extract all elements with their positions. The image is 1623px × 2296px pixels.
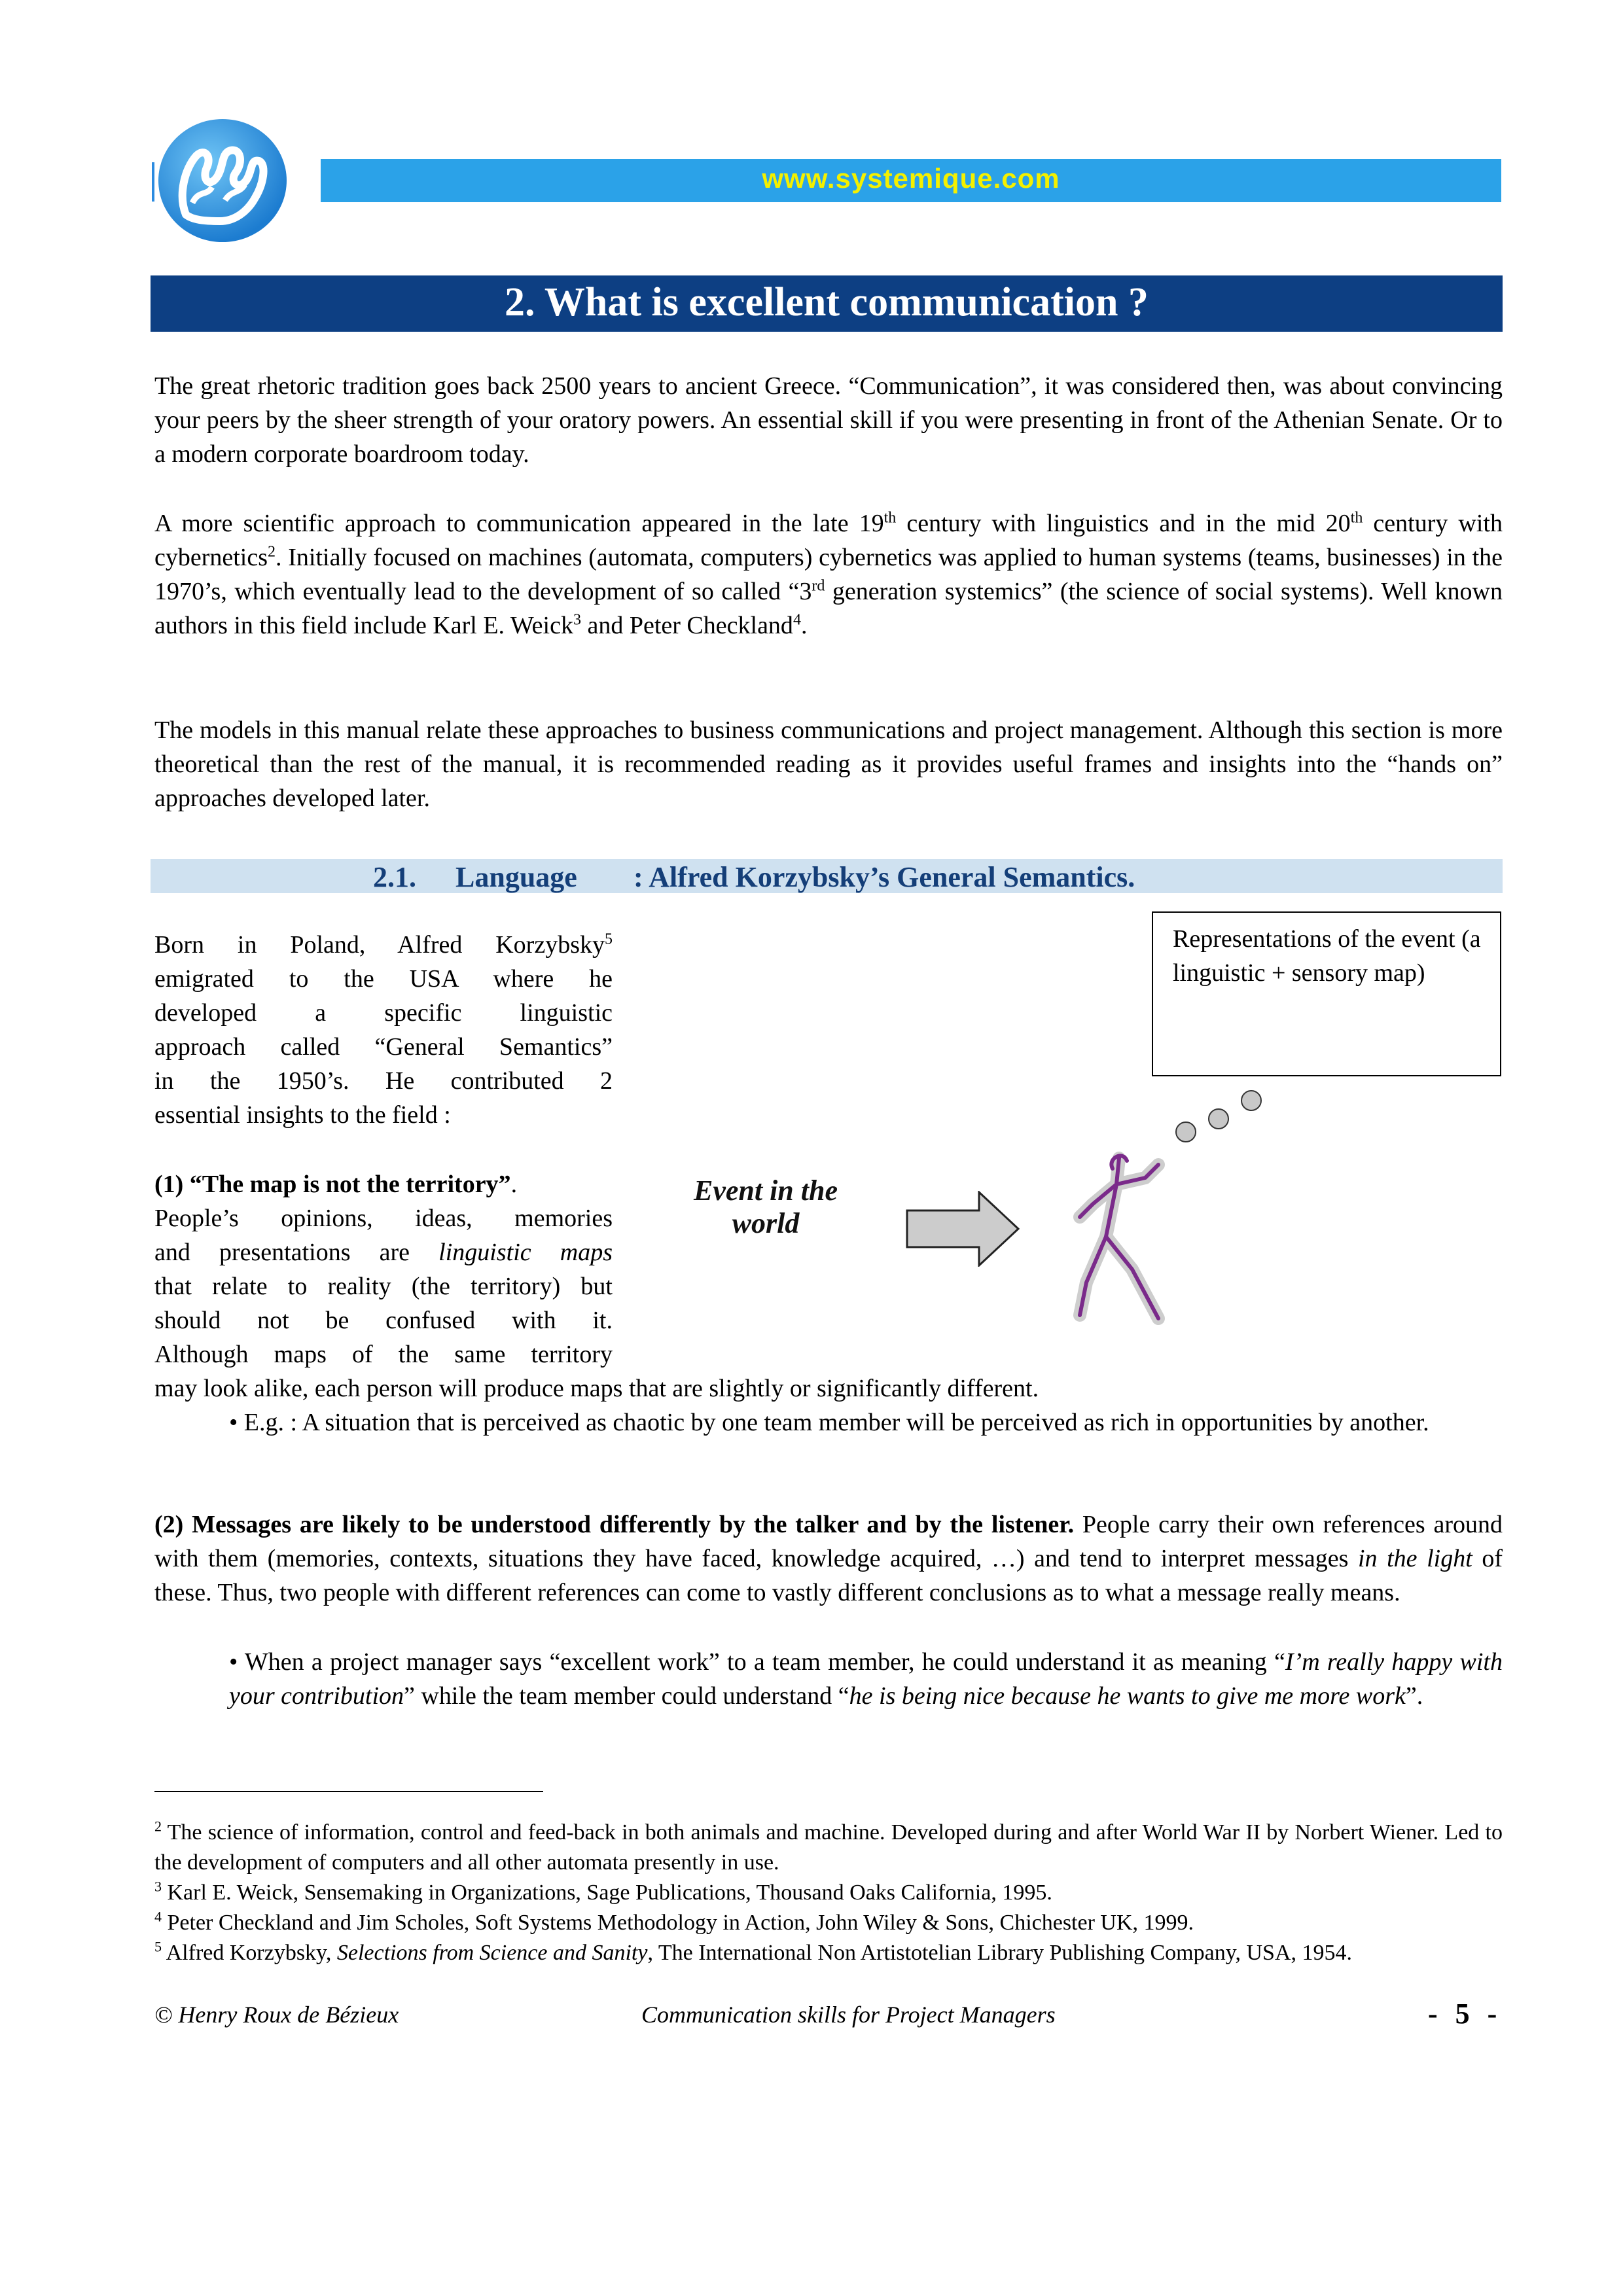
- insight-2-paragraph: (2) Messages are likely to be understood differently by the talker and by the listener. People carry their own references around with them (memories, contexts, situations they have faced, knowledge acquired, …) and tend to interpret messages in the light of these. Thus, two people with different references can come to vastly different conclusions as to what a message really means.: [154, 1511, 1503, 1606]
- text-line: essential insights to the field :: [154, 1101, 451, 1129]
- representation-label: Representations of the event (a linguistic + sensory map): [1173, 925, 1481, 987]
- insight-1-continuation: may look alike, each person will produce maps that are slightly or significantly different.: [154, 1375, 1039, 1402]
- footnote-ref[interactable]: 2: [268, 543, 276, 561]
- text-line: should not be confused with it.: [154, 1307, 613, 1334]
- footnote-3: $^3$ Karl E. Weick, Sensemaking in Organizations, Sage Publications, Thousand Oaks California, 1995.: [154, 1878, 1052, 1905]
- bullet-example-2: • When a project manager says “excellent work” to a team member, he could understand it as meaning “I’m really happy with your contribution” while the team member could understand “he is being nice because he wants to give me more work”.: [229, 1648, 1503, 1710]
- text-line: in the 1950’s. He contributed 2: [154, 1067, 613, 1095]
- korzybsky-intro-column: [154, 928, 613, 1132]
- insight-2-heading: (2) Messages are likely to be understood differently by the talker and by the listener.: [154, 1511, 1075, 1538]
- subsection-title-bar: [151, 859, 1503, 893]
- footnote-ref[interactable]: 3: [573, 611, 581, 629]
- systemique-logo: [152, 116, 291, 245]
- intro-paragraph-1: The great rhetoric tradition goes back 2500 years to ancient Greece. “Communication”, it was considered then, was about convincing your peers by the sheer strength of your oratory powers. An essential skill if you were presenting in front of the Athenian Senate. Or to a modern corporate boardroom today.: [154, 372, 1503, 468]
- text-line: People’s opinions, ideas, memories: [154, 1205, 613, 1232]
- section-title-bar: [151, 275, 1503, 332]
- footnote-divider: [154, 1791, 543, 1792]
- intro-paragraph-3: The models in this manual relate these approaches to business communications and project management. Although this section is more theoretical than the rest of the manual, it is recommended reading as it provides useful frames and insights into the “hands on” approaches developed later.: [154, 716, 1503, 812]
- page-number: - 5 -: [1428, 1998, 1503, 2030]
- thought-bubble-large: [1241, 1090, 1262, 1111]
- bullet-example-1: • E.g. : A situation that is perceived as chaotic by one team member will be perceived as rich in opportunities by another.: [229, 1409, 1429, 1436]
- text-line: developed a specific linguistic: [154, 999, 613, 1027]
- footnote-ref[interactable]: 4: [793, 611, 801, 629]
- website-link[interactable]: www.systemique.com: [762, 163, 1060, 194]
- footer-book-title: Communication skills for Project Managers: [641, 2002, 1056, 2028]
- text-line: Born in Poland, Alfred Korzybsky$^5$: [154, 930, 613, 959]
- section-title: 2. What is excellent communication ?: [505, 280, 1149, 325]
- text-line: approach called “General Semantics”: [154, 1033, 613, 1061]
- arrow-right-icon: [906, 1191, 1021, 1267]
- superscript: rd: [812, 577, 825, 595]
- superscript: th: [883, 509, 897, 527]
- person-figure-icon: [1060, 1139, 1178, 1328]
- event-label: Event in the world: [693, 1174, 838, 1239]
- footnote-2: $^2$ The science of information, control and feed-back in both animals and machine. Developed during and after World War II by Norbert Wiener. Led to the development of computers and all other automata presently in use.: [154, 1818, 1503, 1875]
- footer-author: © Henry Roux de Bézieux: [154, 2002, 399, 2028]
- representation-box: [1152, 911, 1501, 1076]
- website-banner: [321, 159, 1501, 202]
- thought-bubble-medium: [1208, 1108, 1229, 1129]
- footnote-ref[interactable]: 5: [605, 930, 613, 948]
- superscript: th: [1350, 509, 1363, 527]
- insight-1-column: [154, 1167, 613, 1371]
- text-line: and presentations are linguistic maps: [154, 1239, 613, 1266]
- footnote-5: $^5$ Alfred Korzybsky, Selections from Science and Sanity, The International Non Artistotelian Library Publishing Company, USA, 1954.: [154, 1938, 1353, 1965]
- thought-bubble-small: [1175, 1122, 1196, 1142]
- text-line: emigrated to the USA where he: [154, 965, 613, 993]
- subsection-title: 2.1. Language : Alfred Korzybsky’s General Semantics.: [373, 861, 1135, 893]
- intro-paragraph-2: A more scientific approach to communication appeared in the late 19th century with linguistics and in the mid 20th century with cybernetics$^2$. Initially focused on machines (automata, computers) cybernetics was applied to human systems (teams, businesses) in the 1970’s, which eventually lead to the development of so called “3rd generation systemics” (the science of social systems). Well known authors in this field include Karl E. Weick$^3$ and Peter Checkland$^4$.: [154, 509, 1503, 639]
- text-line: that relate to reality (the territory) but: [154, 1273, 613, 1300]
- text-line: Although maps of the same territory: [154, 1341, 613, 1368]
- footnote-4: $^4$ Peter Checkland and Jim Scholes, Soft Systems Methodology in Action, John Wiley & Sons, Chichester UK, 1999.: [154, 1908, 1194, 1935]
- insight-1-heading: (1) “The map is not the territory”.: [154, 1171, 518, 1198]
